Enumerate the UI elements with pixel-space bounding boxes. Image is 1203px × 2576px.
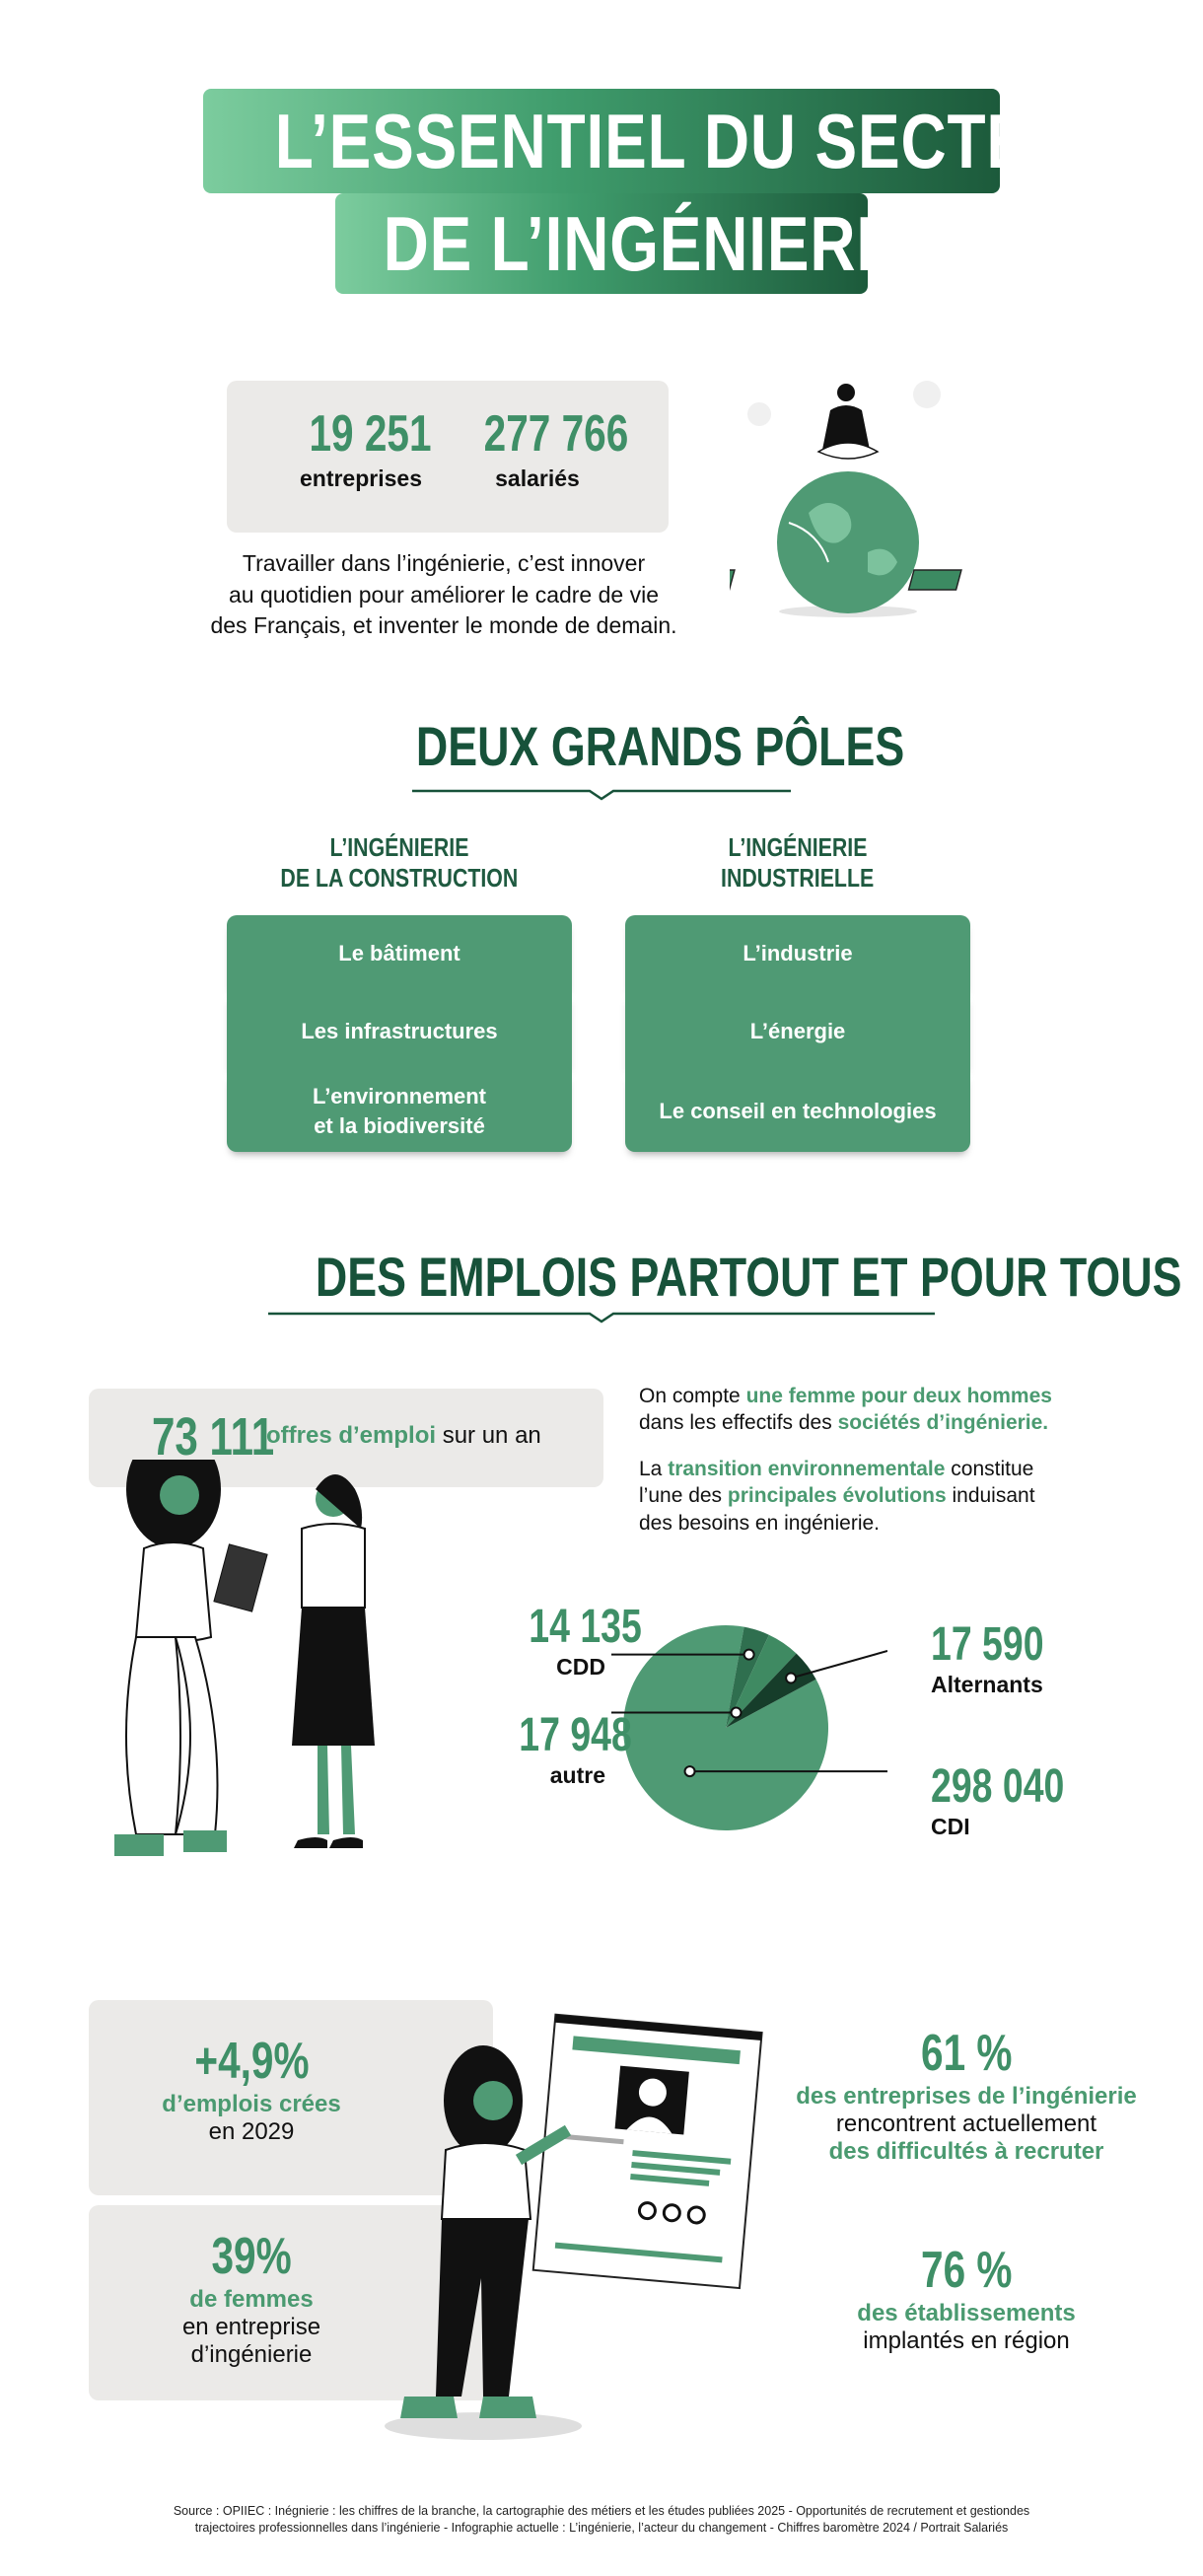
enterprises-value: 19 251	[309, 405, 432, 463]
pie-label-cdi	[931, 1759, 1102, 1840]
poles-heading-underline	[412, 785, 791, 803]
pie-leader-alternants-dot	[786, 1674, 796, 1683]
employees-value: 277 766	[483, 405, 629, 463]
pole-item-batiment: Le bâtiment	[227, 915, 572, 992]
women-value: 39%	[211, 2228, 292, 2285]
pie-value-autre: 17 948	[519, 1709, 632, 1761]
pole-item-infrastructures: Les infrastructures	[227, 992, 572, 1071]
region-value: 76 %	[920, 2242, 1013, 2299]
pole-item-conseil: Le conseil en technologies	[625, 1071, 970, 1152]
enterprises-label: entreprises	[299, 465, 422, 491]
transition-text: La transition environnementale constitue l’une des principales évolutions induisant des besoins en ingénierie.	[639, 1458, 1035, 1535]
source-footnote: Source : OPIIEC : Inégnierie : les chiffres de la branche, la cartographie des métiers et les études publiées 2025 - Opportunités de recrutement et gestiondes trajectoires professionnelles dans l’ingénierie - Infographie actuelle : L’ingénierie, l’acteur du changement - Chiffres baromètre 2024 / Portrait Salariés	[173, 2504, 1030, 2535]
employees-stat	[463, 404, 629, 492]
pole-item-industrie: L’industrie	[625, 915, 970, 992]
women-label: de femmes	[189, 2286, 314, 2313]
employees-label: salariés	[495, 465, 580, 491]
pie-label-autre	[487, 1708, 632, 1789]
enterprises-stat	[292, 404, 430, 492]
recruit-line2: rencontrent actuellement	[835, 2111, 1097, 2137]
jobs-heading: DES EMPLOIS PARTOUT ET POUR TOUS	[315, 1246, 1182, 1308]
title-line2: DE L’INGÉNIERIE	[383, 200, 918, 287]
pie-leader-cdd-dot	[744, 1650, 754, 1660]
jobs-heading-underline	[268, 1308, 935, 1325]
women-illustration	[95, 1460, 410, 1884]
pole-industrial-title: L’INGÉNIERIE INDUSTRIELLE	[721, 832, 875, 894]
region-stat	[769, 2241, 1164, 2355]
pie-leader-cdi-dot	[685, 1766, 695, 1776]
title-banner-line1	[203, 89, 1122, 193]
pie-category-autre: autre	[549, 1762, 605, 1788]
intro-text: Travailler dans l’ingénierie, c’est innover au quotidien pour améliorer le cadre de vie des Français, et inventer le monde de demain.	[210, 550, 677, 639]
offers-label: offres d’emploi sur un an	[266, 1422, 541, 1449]
pie-category-cdi: CDI	[931, 1814, 970, 1839]
cv-board-illustration	[335, 2012, 769, 2446]
women-line3: d’ingénierie	[190, 2341, 313, 2368]
recruit-value: 61 %	[920, 2025, 1013, 2082]
globe-illustration	[730, 375, 976, 621]
pie-label-alternants	[931, 1617, 1076, 1698]
title-banner-line2	[335, 193, 918, 294]
pie-label-cdd	[497, 1600, 642, 1681]
growth-value: +4,9%	[193, 2033, 310, 2090]
region-line1: des établissements	[857, 2300, 1076, 2326]
pie-value-cdd: 14 135	[529, 1601, 642, 1653]
pie-value-alternants: 17 590	[931, 1618, 1044, 1671]
growth-label: d’emplois crées	[162, 2091, 341, 2117]
pole-item-environnement: L’environnement et la biodiversité	[227, 1071, 572, 1152]
poles-heading: DEUX GRANDS PÔLES	[415, 715, 905, 777]
pie-category-cdd: CDD	[556, 1654, 605, 1680]
women-line2: en entreprise	[181, 2314, 321, 2340]
pole-item-energie: L’énergie	[625, 992, 970, 1071]
pole-construction-title: L’INGÉNIERIE DE LA CONSTRUCTION	[280, 832, 519, 894]
women-text: On compte une femme pour deux hommes dans les effectifs des sociétés d’ingénierie.	[639, 1385, 1052, 1435]
region-line2: implantés en région	[863, 2327, 1070, 2354]
growth-year: en 2029	[208, 2118, 295, 2145]
pie-value-cdi: 298 040	[931, 1760, 1065, 1813]
pie-leader-autre-dot	[732, 1708, 742, 1718]
recruit-line3: des difficultés à recruter	[828, 2138, 1104, 2165]
title-line1: L’ESSENTIEL DU SECTEUR	[274, 98, 1122, 184]
recruit-line1: des entreprises de l’ingénierie	[796, 2083, 1137, 2110]
offers-value: 73 111	[152, 1407, 275, 1467]
recruit-stat	[769, 2024, 1164, 2166]
pie-category-alternants: Alternants	[931, 1672, 1043, 1697]
